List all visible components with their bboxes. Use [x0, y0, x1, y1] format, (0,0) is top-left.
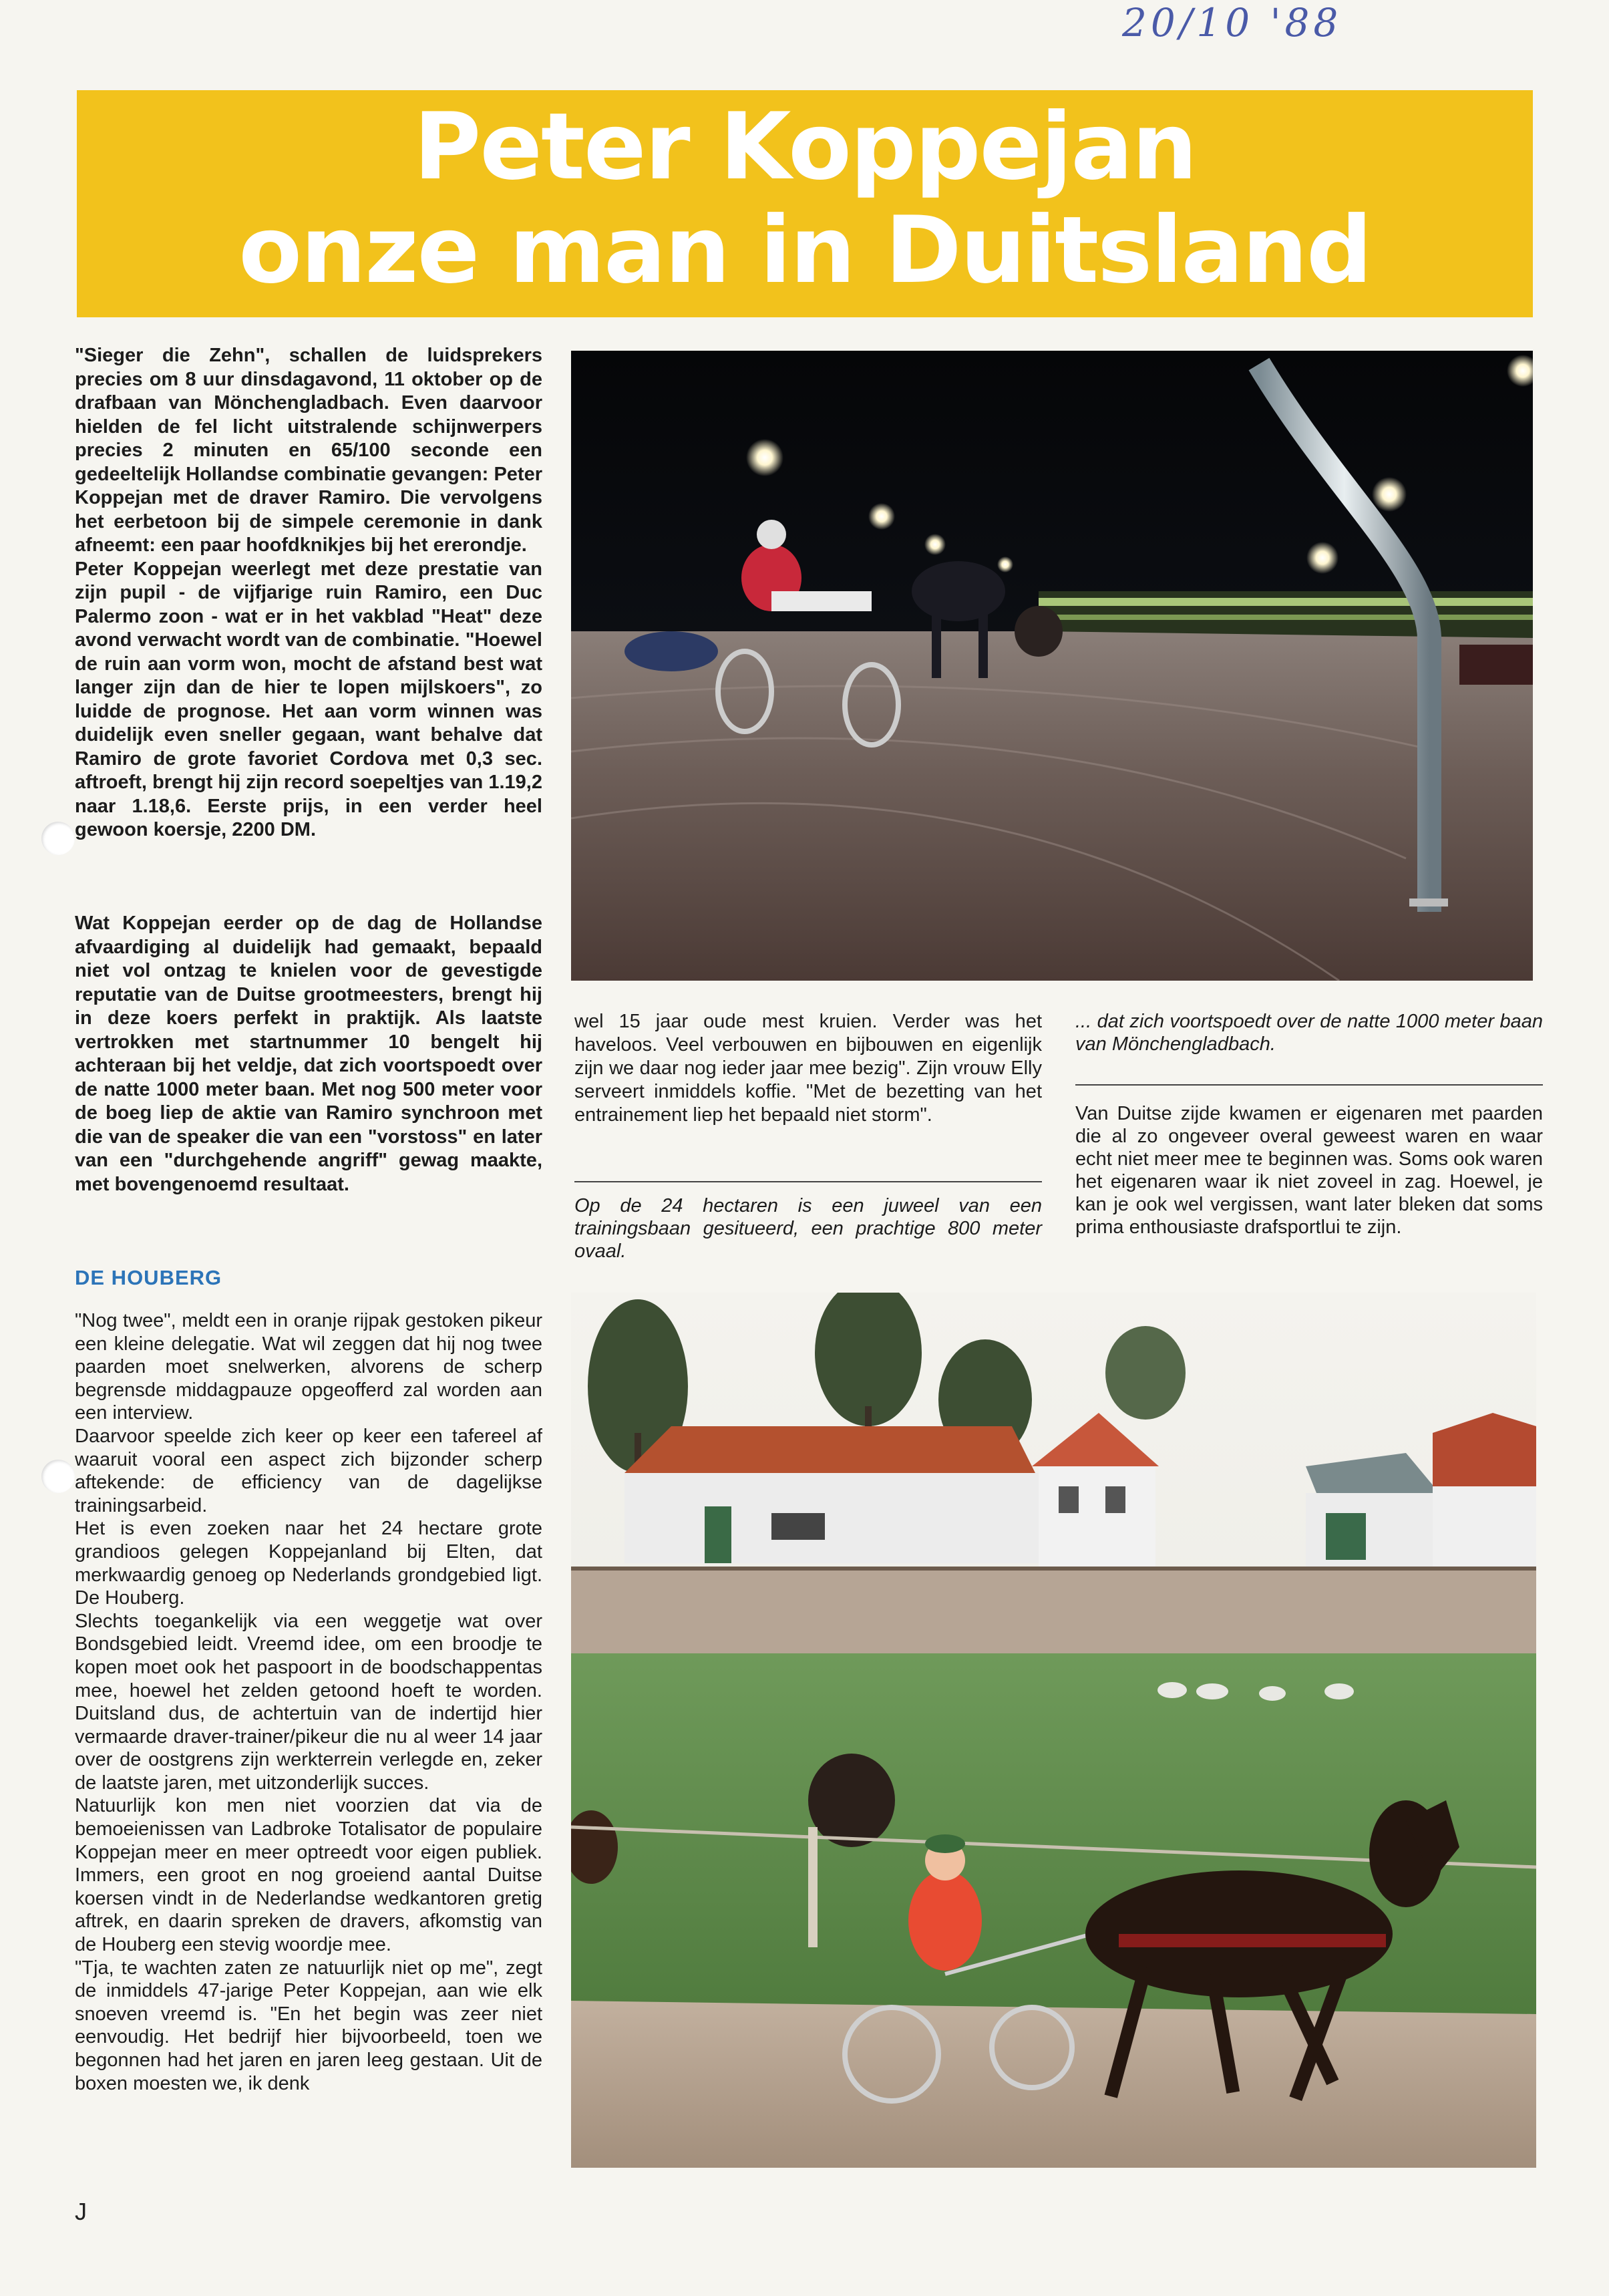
title-banner [77, 90, 1533, 317]
handwritten-date: 20/10 '88 [1122, 0, 1343, 45]
mid-paragraph: wel 15 jaar oude mest kruien. Verder was het haveloos. Veel verbouwen en bijbouwen en eigenlijk zijn we daar nog ieder jaar mee bezig". Zijn vrouw Elly serveert inmiddels koffie. "Met de bezetting van het entrainement liep het bepaald niet storm". [574, 1011, 1042, 1126]
performance-paragraph: Peter Koppejan weerlegt met deze prestatie van zijn pupil - de vijfjarige ruin Ramiro, een Duc Palermo zoon - wat er in het vakblad "Heat" deze avond verwacht wordt van de combinatie. "Hoewel de ruin aan vorm won, mocht de afstand best wat langer zijn dan de hier te lopen mijlskoers", zo luidde de prognose. Het aan vorm winnen was duidelijk even sneller gegaan, want behalve dat Ramiro de grote favoriet Cordova met 0,3 sec. aftroeft, brengt hij zijn record soepeltjes van 1.19,2 naar 1.18,6. Eerste prijs, in een verder heel gewoon koersje, 2200 DM. [75, 558, 542, 840]
photo-houberg-farm [571, 1293, 1536, 2168]
intro-text [75, 344, 542, 842]
caption-training-track: Op de 24 hectaren is een juweel van een trainingsbaan gesitueerd, een prachtige 800 meter ovaal. [574, 1195, 1042, 1262]
farm-training-illustration [571, 1293, 1536, 2168]
koppejan-paragraph: Wat Koppejan eerder op de dag de Hollandse afvaardiging al duidelijk had gemaakt, bepaald niet vol ontzag te knielen voor de gevestigde reputatie van de Duitse grootmeesters, brengt hij in deze koers perfekt in praktijk. Als laatste vertrokken met startnummer 10 bengelt hij achteraan bij het veldje, dat zich voortspoedt over de natte 1000 meter baan. Met nog 500 meter voor de boeg liep de aktie van Ramiro synchroon met die van de speaker die van een "vorstoss" en later van een "durchgehende angriff" gewag maakte, met bovengenoemd resultaat. [75, 913, 542, 1195]
punch-hole [41, 1460, 75, 1493]
page-mark: J [75, 2198, 87, 2225]
houberg-paragraph: Daarvoor speelde zich keer op keer een tafereel af waaruit vooral een aspect zich bijzonder scherp aftekende: de efficiency van de dagelijkse trainingsarbeid. [75, 1425, 542, 1516]
right-paragraph: Van Duitse zijde kwamen er eigenaren met paarden die al zo ongeveer overal geweest waren en waar echt niet meer mee te beginnen was. Soms ook waren het eigenaren waar ik niet zoveel in zag. Hoewel, je kan je ook wel vergissen, want later bleken dat soms prima enthousiaste drafsportlui te zijn. [1075, 1103, 1543, 1238]
houberg-paragraph: Natuurlijk kon men niet voorzien dat via de bemoeienissen van Ladbroke Totalisator de populaire Koppejan meer en meer optreedt voor eigen publiek. Immers, een groot en nog groeiend aantal Duitse koersen vindt in de Nederlandse wedkantoren gretig aftrek, en daarin spreken de dravers, afkomstig van de Houberg een stevig woordje mee. [75, 1795, 542, 1956]
houberg-text [75, 1309, 542, 2095]
caption-divider [574, 1181, 1042, 1182]
caption-divider [1075, 1084, 1543, 1086]
houberg-paragraph: Het is even zoeken naar het 24 hectare grote grandioos gelegen Koppejanland bij Elten, dat merkwaardig genoeg op Nederlands grondgebied ligt. De Houberg. [75, 1518, 542, 1609]
houberg-paragraph: "Nog twee", meldt een in oranje rijpak gestoken pikeur een kleine delegatie. Wat wil zeggen dat hij nog twee paarden moet snelwerken, alvorens de scherp begrensde middagpauze opgeofferd zal worden aan een interview. [75, 1310, 542, 1424]
houberg-paragraph: Slechts toegankelijk via een weggetje wat over Bondsgebied leidt. Vreemd idee, om een broodje te kopen moet ook het paspoort in de boodschappentas mee, hoewel het zelden getoond hoeft te worden. Duitsland dus, de achtertuin van de indertijd hier vermaarde draver-trainer/pikeur die nu al weer 14 jaar over de oostgrens zijn werkterrein verlegde en, zeker de laatste jaren, met uitzonderlijk succes. [75, 1610, 542, 1794]
punch-hole [41, 822, 75, 855]
title-line-2: onze man in Duitsland [238, 196, 1371, 304]
title-line-1: Peter Koppejan [413, 93, 1196, 200]
section-heading: DE HOUBERG [75, 1266, 222, 1289]
night-race-illustration [571, 351, 1533, 981]
houberg-paragraph: "Tja, te wachten zaten ze natuurlijk niet op me", zegt de inmiddels 47-jarige Peter Koppejan, aan wie elk snoeven vreemd is. "En het begin was zeer niet eenvoudig. Het bedrijf hier bijvoorbeeld, toen we begonnen had het jaren en jaren leeg gestaan. Uit de boxen moesten we, ik denk [75, 1957, 542, 2094]
intro-paragraph: "Sieger die Zehn", schallen de luidsprekers precies om 8 uur dinsdagavond, 11 oktober op de drafbaan van Mönchengladbach. Even daarvoor hielden de fel licht uitstralende schijnwerpers precies 2 minuten en 65/100 seconde een gedeeltelijk Hollandse combinatie gevangen: Peter Koppejan met de draver Ramiro. Die vervolgens het eerbetoon bij de simpele ceremonie in dank afneemt: een paar hoofdknikjes bij het ererondje. [75, 345, 542, 556]
caption-night-race: ... dat zich voortspoedt over de natte 1000 meter baan van Mönchengladbach. [1075, 1011, 1543, 1055]
photo-night-race [571, 351, 1533, 981]
